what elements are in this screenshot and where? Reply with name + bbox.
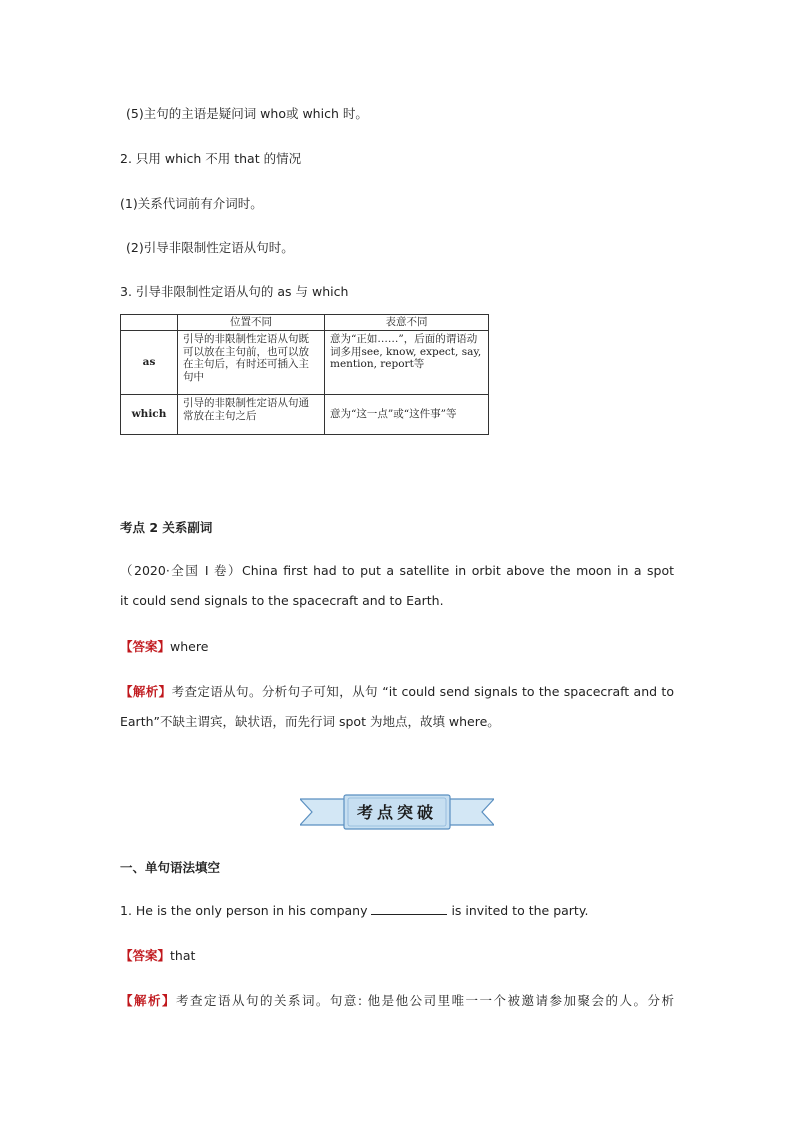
- table-header-position: 位置不同: [178, 315, 325, 331]
- comparison-table: [120, 314, 489, 435]
- table-header-meaning: 表意不同: [325, 315, 489, 331]
- question-line-1: （2020·全国 I 卷）China first had to put a satellite in orbit above the moon in a spot: [120, 563, 674, 578]
- question-1-before: 1. He is the only person in his company: [120, 903, 372, 918]
- row-label-which: which: [121, 395, 178, 435]
- which-meaning-cell: 意为“这一点”或“这件事”等: [325, 395, 489, 435]
- kaodian-2-title: 考点 2 关系副词: [120, 520, 213, 535]
- table-row: [121, 331, 489, 395]
- table-header-row: [121, 315, 489, 331]
- table-header-blank: [121, 315, 178, 331]
- as-position-cell: 引导的非限制性定语从句既可以放在主句前，也可以放在主句后，有时还可插入主句中: [178, 331, 325, 395]
- answer-tag: 【答案】: [120, 639, 171, 654]
- analysis-line-2: Earth”不缺主谓宾，缺状语，而先行词 spot 为地点，故填 where。: [120, 714, 500, 729]
- analysis-tag: 【解析】: [120, 684, 172, 699]
- heading-2: 2. 只用 which 不用 that 的情况: [120, 151, 302, 166]
- banner-text: 考点突破: [356, 803, 438, 822]
- row-label-as: as: [121, 331, 178, 395]
- answer-blank[interactable]: [371, 902, 447, 915]
- answer-value: where: [170, 639, 209, 654]
- which-position-cell: 引导的非限制性定语从句通常放在主句之后: [178, 395, 325, 435]
- item-2: (2)引导非限制性定语从句时。: [126, 240, 294, 255]
- heading-3: 3. 引导非限制性定语从句的 as 与 which: [120, 284, 349, 299]
- answer-line: [120, 639, 208, 655]
- exercise-analysis-line: [120, 993, 674, 1009]
- table-row: [121, 395, 489, 435]
- analysis-text-1: 考查定语从句。分析句子可知，从句 “it could send signals to the spacecraft and to: [171, 684, 674, 699]
- question-1-after: is invited to the party.: [447, 903, 589, 918]
- exercise-section-title: 一、单句语法填空: [120, 860, 221, 875]
- item-1: (1)关系代词前有介词时。: [120, 196, 263, 211]
- exercise-analysis-text: 考查定语从句的关系词。句意: 他是他公司里唯一一个被邀请参加聚会的人。分析: [175, 993, 674, 1008]
- exercise-answer-value: that: [170, 948, 196, 963]
- exercise-analysis-tag: 【解析】: [120, 993, 176, 1008]
- section-banner: [300, 794, 494, 830]
- exercise-answer-tag: 【答案】: [120, 948, 171, 963]
- exercise-answer-line: [120, 948, 195, 964]
- question-1: [120, 902, 588, 919]
- analysis-line-1: [120, 684, 674, 700]
- question-line-2: it could send signals to the spacecraft and to Earth.: [120, 593, 444, 608]
- as-meaning-cell: 意为“正如……”，后面的谓语动词多用see, know, expect, say, mention, report等: [325, 331, 489, 395]
- item-5: (5)主句的主语是疑问词 who或 which 时。: [126, 106, 368, 121]
